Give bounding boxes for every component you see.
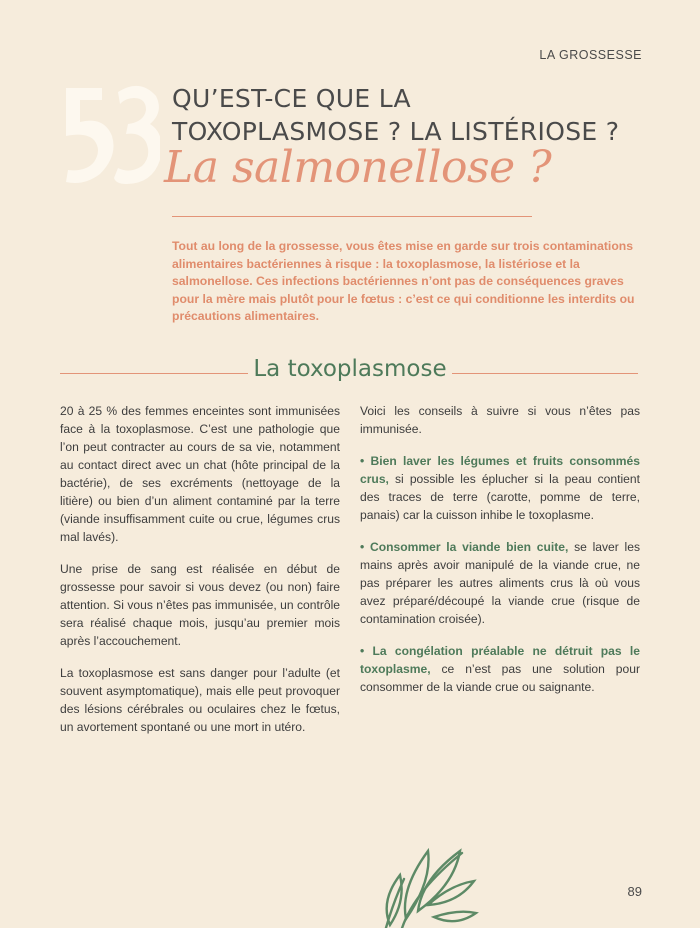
- right-column: [360, 402, 640, 710]
- tip-item: [360, 538, 640, 628]
- tip-bold: • Bien laver les légumes et fruits consommés crus,: [360, 454, 640, 486]
- tip-item: [360, 642, 640, 696]
- title-script: La salmonellose ?: [164, 142, 552, 193]
- title-line-1: QU’EST-CE QUE LA: [172, 84, 411, 113]
- chapter-number-graphic: [60, 70, 160, 220]
- tip-bold: • Consommer la viande bien cuite,: [360, 540, 569, 554]
- left-column: [60, 402, 340, 750]
- tip-bold: • La congélation préalable ne détruit pas le toxoplasme,: [360, 644, 640, 676]
- section-divider-right: [452, 373, 638, 374]
- running-head: LA GROSSESSE: [539, 48, 642, 62]
- leaf-branch-icon: [370, 845, 480, 928]
- tip-text: se laver les mains après avoir manipulé de la viande crue, ne pas préparer les autres aliments crus là où vous avez préparé/découpé la viande crue (risque de contamination croisée).: [360, 540, 640, 626]
- section-divider-left: [60, 373, 248, 374]
- page-number: 89: [627, 884, 642, 899]
- intro-paragraph: Tout au long de la grossesse, vous êtes mise en garde sur trois contaminations alimentaires bactériennes à risque : la toxoplasmose, la listériose et la salmonellose. Ces infections bactériennes n’ont pas de conséquences graves pour la mère mais plutôt pour le fœtus : c’est ce qui conditionne les interdits ou précautions alimentaires.: [172, 239, 635, 324]
- paragraph: Voici les conseils à suivre si vous n’êtes pas immunisée.: [360, 404, 640, 436]
- tip-item: [360, 452, 640, 524]
- section-title: La toxoplasmose: [253, 356, 447, 382]
- paragraph: 20 à 25 % des femmes enceintes sont immunisées face à la toxoplasmose. C’est une pathologie que l’on peut contracter au cours de sa vie, notamment au contact direct avec un chat (hôte principal de la bactérie), de ses excréments (nettoyage de la litière) ou bien d’un aliment contaminé par la terre (viande insuffisamment cuite ou crue, légumes crus mal lavés).: [60, 404, 340, 544]
- title-divider: [172, 216, 532, 217]
- tip-text: ce n’est pas une solution pour consommer de la viande crue ou saignante.: [360, 662, 640, 694]
- paragraph: Une prise de sang est réalisée en début de grossesse pour savoir si vous devez (ou non) faire attention. Si vous n’êtes pas immunisée, un contrôle sera réalisé chaque mois, jusqu’au premier mois après l’accouchement.: [60, 562, 340, 648]
- title-line-2: TOXOPLASMOSE ? LA LISTÉRIOSE ?: [172, 117, 620, 146]
- tip-text: si possible les éplucher si la peau contient des traces de terre (carotte, pomme de terre, panais) car la cuisson inhibe le toxoplasme.: [360, 472, 640, 522]
- paragraph: La toxoplasmose est sans danger pour l’adulte (et souvent asymptomatique), mais elle peut provoquer des lésions cérébrales ou oculaires chez le fœtus, un avortement spontané ou une mort in utéro.: [60, 666, 340, 734]
